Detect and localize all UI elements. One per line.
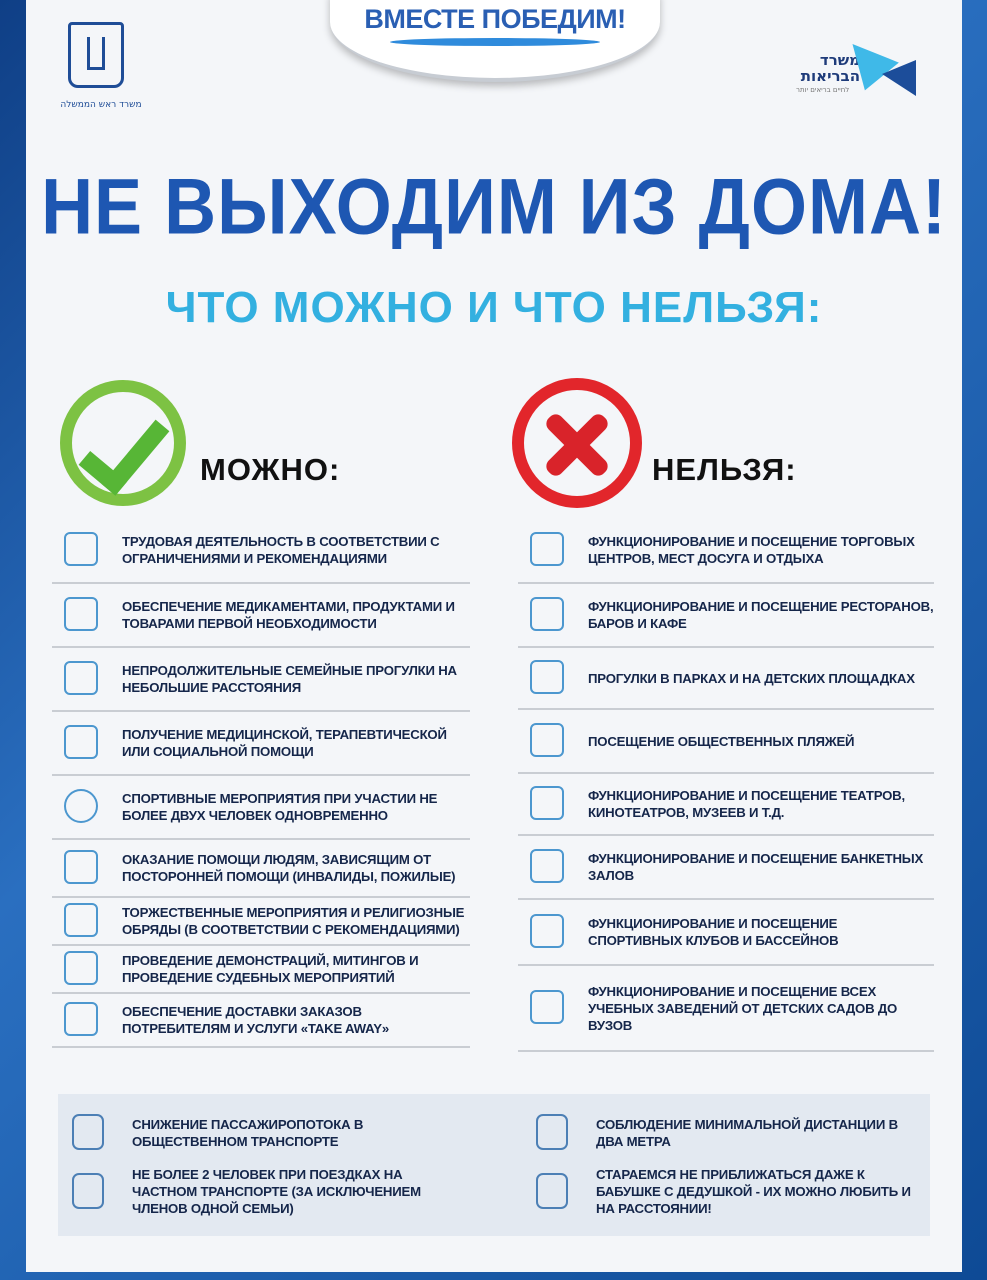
allowed-heading: МОЖНО:	[200, 452, 341, 487]
bottom-item-text: СНИЖЕНИЕ ПАССАЖИРОПОТОКА В ОБЩЕСТВЕННОМ ТРАНСПОРТЕ	[132, 1117, 364, 1149]
cinema-screen-icon	[522, 782, 576, 826]
shopping-bag-icon	[522, 528, 576, 572]
bottom-item-text: СТАРАЕМСЯ НЕ ПРИБЛИЖАТЬСЯ ДАЖЕ К БАБУШКЕ С ДЕДУШКОЙ - ИХ МОЖНО ЛЮБИТЬ И НА РАССТОЯНИИ!	[596, 1167, 911, 1216]
bottom-item	[66, 1166, 452, 1217]
page-title: НЕ ВЫХОДИМ ИЗ ДОМА!	[41, 163, 947, 251]
list-item-text: ТОРЖЕСТВЕННЫЕ МЕРОПРИЯТИЯ И РЕЛИГИОЗНЫЕ ОБРЯДЫ (В СООТВЕТСТВИИ С РЕКОМЕНДАЦИЯМИ)	[122, 905, 465, 937]
forbidden-heading: НЕЛЬЗЯ:	[652, 452, 797, 487]
list-item	[52, 518, 470, 584]
list-item-text: ФУНКЦИОНИРОВАНИЕ И ПОСЕЩЕНИЕ ВСЕХ УЧЕБНЫХ ЗАВЕДЕНИЙ ОТ ДЕТСКИХ САДОВ ДО ВУЗОВ	[588, 983, 898, 1033]
list-item-text: ФУНКЦИОНИРОВАНИЕ И ПОСЕЩЕНИЕ СПОРТИВНЫХ КЛУБОВ И БАССЕЙНОВ	[588, 916, 839, 948]
dumbbell-icon	[522, 910, 576, 954]
list-item-text: ОБЕСПЕЧЕНИЕ МЕДИКАМЕНТАМИ, ПРОДУКТАМИ И ТОВАРАМИ ПЕРВОЙ НЕОБХОДИМОСТИ	[122, 599, 455, 631]
bottom-item	[530, 1110, 916, 1156]
health-ministry-line1: משרד	[819, 51, 860, 69]
list-item	[52, 898, 470, 946]
pm-office-caption: משרד ראש הממשלה	[60, 100, 142, 110]
gavel-icon	[56, 947, 110, 991]
list-item	[518, 966, 934, 1052]
banquet-hall-icon	[522, 845, 576, 889]
banner-swoosh	[390, 38, 600, 46]
list-item	[518, 710, 934, 774]
cross-mark-icon	[512, 378, 642, 508]
office-building-icon	[56, 528, 110, 572]
list-item	[52, 994, 470, 1048]
playground-slide-icon	[522, 656, 576, 700]
bottom-item-text: НЕ БОЛЕЕ 2 ЧЕЛОВЕК ПРИ ПОЕЗДКАХ НА ЧАСТНОМ ТРАНСПОРТЕ (ЗА ИСКЛЮЧЕНИЕМ ЧЛЕНОВ ОДНОЙ СЕМЬИ)	[132, 1167, 421, 1216]
banner-text: ВМЕСТЕ ПОБЕДИМ!	[364, 4, 626, 34]
list-item-text: ОБЕСПЕЧЕНИЕ ДОСТАВКИ ЗАКАЗОВ ПОТРЕБИТЕЛЯМ И УСЛУГИ «TAKE AWAY»	[122, 1004, 389, 1036]
car-icon	[66, 1169, 112, 1215]
list-item-text: ТРУДОВАЯ ДЕЯТЕЛЬНОСТЬ В СООТВЕТСТВИИ С ОГРАНИЧЕНИЯМИ И РЕКОМЕНДАЦИЯМИ	[122, 534, 440, 566]
bird-logo-wing-icon	[882, 60, 916, 96]
list-item-text: ФУНКЦИОНИРОВАНИЕ И ПОСЕЩЕНИЕ БАНКЕТНЫХ ЗАЛОВ	[588, 851, 924, 883]
bottom-item	[530, 1166, 916, 1217]
family-walk-icon	[56, 657, 110, 701]
list-item-text: ПОСЕЩЕНИЕ ОБЩЕСТВЕННЫХ ПЛЯЖЕЙ	[588, 733, 855, 749]
list-item-text: ПРОГУЛКИ В ПАРКАХ И НА ДЕТСКИХ ПЛОЩАДКАХ	[588, 670, 915, 686]
health-ministry-logo	[790, 38, 940, 108]
health-ministry-line2: הבריאות	[800, 67, 860, 85]
list-item-text: НЕПРОДОЛЖИТЕЛЬНЫЕ СЕМЕЙНЫЕ ПРОГУЛКИ НА НЕБОЛЬШИЕ РАССТОЯНИЯ	[122, 663, 457, 695]
ceremony-icon	[56, 899, 110, 943]
distance-people-icon	[530, 1110, 576, 1156]
list-item	[52, 584, 470, 648]
menorah-emblem-icon	[68, 22, 124, 88]
list-item-text: СПОРТИВНЫЕ МЕРОПРИЯТИЯ ПРИ УЧАСТИИ НЕ БОЛЕЕ ДВУХ ЧЕЛОВЕК ОДНОВРЕМЕННО	[122, 791, 438, 823]
list-item	[518, 900, 934, 966]
list-item	[52, 776, 470, 840]
list-item	[518, 648, 934, 710]
bus-icon	[66, 1110, 112, 1156]
list-item	[518, 774, 934, 836]
list-item	[518, 518, 934, 584]
grandparents-icon	[530, 1169, 576, 1215]
list-item	[52, 840, 470, 898]
check-mark-icon	[60, 380, 186, 506]
restaurant-icon	[522, 593, 576, 637]
list-item	[52, 946, 470, 994]
caregiver-icon	[56, 846, 110, 890]
beach-umbrella-icon	[522, 719, 576, 763]
list-item-text: ОКАЗАНИЕ ПОМОЩИ ЛЮДЯМ, ЗАВИСЯЩИМ ОТ ПОСТОРОННЕЙ ПОМОЩИ (ИНВАЛИДЫ, ПОЖИЛЫЕ)	[122, 852, 456, 884]
delivery-scooter-icon	[56, 998, 110, 1042]
list-item	[52, 712, 470, 776]
list-item	[518, 836, 934, 900]
list-item-text: ФУНКЦИОНИРОВАНИЕ И ПОСЕЩЕНИЕ ТЕАТРОВ, КИНОТЕАТРОВ, МУЗЕЕВ И Т.Д.	[588, 788, 905, 820]
health-ministry-slogan: לחיים בריאים יותר	[796, 86, 850, 94]
medicine-pills-icon	[56, 593, 110, 637]
list-item-text: ФУНКЦИОНИРОВАНИЕ И ПОСЕЩЕНИЕ РЕСТОРАНОВ, БАРОВ И КАФЕ	[588, 599, 934, 631]
syringe-icon	[56, 721, 110, 765]
list-item	[518, 584, 934, 648]
page-subtitle: ЧТО МОЖНО И ЧТО НЕЛЬЗЯ:	[165, 283, 823, 332]
soccer-ball-icon	[56, 785, 110, 829]
list-item-text: ПРОВЕДЕНИЕ ДЕМОНСТРАЦИЙ, МИТИНГОВ И ПРОВЕДЕНИЕ СУДЕБНЫХ МЕРОПРИЯТИЙ	[122, 953, 419, 985]
bottom-item-text: СОБЛЮДЕНИЕ МИНИМАЛЬНОЙ ДИСТАНЦИИ В ДВА МЕТРА	[596, 1117, 898, 1149]
list-item-text: ФУНКЦИОНИРОВАНИЕ И ПОСЕЩЕНИЕ ТОРГОВЫХ ЦЕНТРОВ, МЕСТ ДОСУГА И ОТДЫХА	[588, 534, 915, 566]
pm-office-logo	[60, 22, 142, 112]
student-icon	[522, 986, 576, 1030]
list-item-text: ПОЛУЧЕНИЕ МЕДИЦИНСКОЙ, ТЕРАПЕВТИЧЕСКОЙ ИЛИ СОЦИАЛЬНОЙ ПОМОЩИ	[122, 727, 447, 759]
bottom-item	[66, 1110, 452, 1156]
list-item	[52, 648, 470, 712]
